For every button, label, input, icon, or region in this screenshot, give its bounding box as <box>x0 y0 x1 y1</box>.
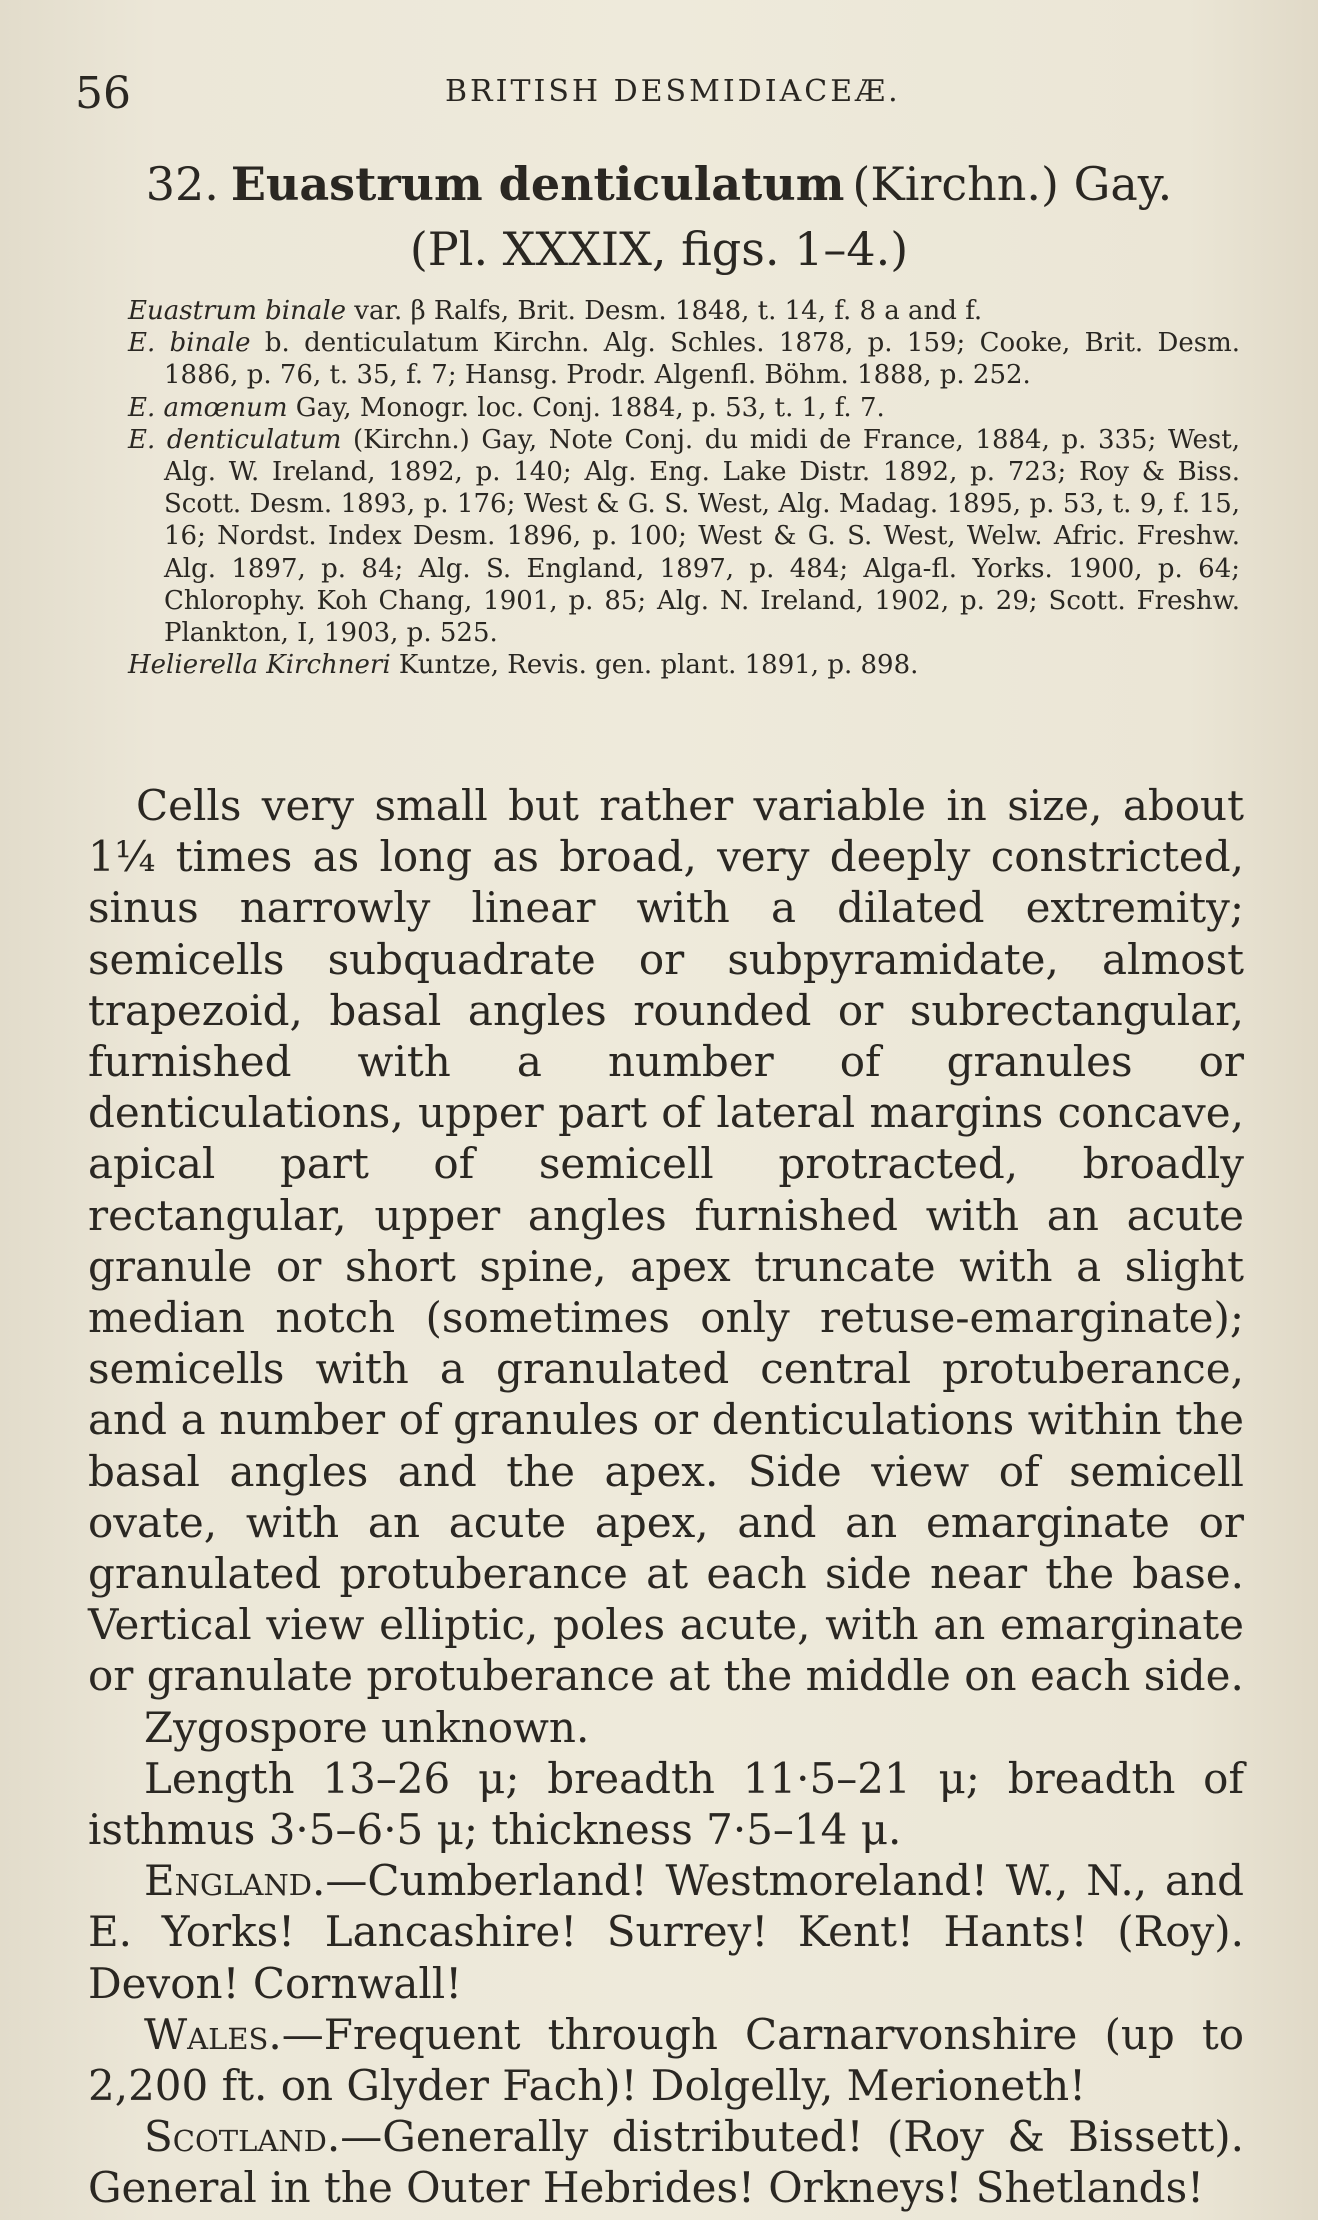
distribution-england <box>88 1855 1244 2009</box>
region-localities: —Generally distributed! (Roy & Bissett). General in the Outer Hebrides! Orkneys! Shetlands! <box>88 2112 1244 2213</box>
synonym-name: Helierella Kirchneri <box>128 650 391 681</box>
description-paragraph: Cells very small but rather variable in size, about 1¼ times as long as broad, very deeply constricted, sinus narrowly linear with a dilated extremity; semicells subquadrate or subpyramidate, almost trapezoid, basal angles rounded or subrectangular, furnished with a number of granules or denticulations, upper part of lateral margins concave, apical part of semicell protracted, broadly rectangular, upper angles furnished with an acute granule or short spine, apex truncate with a slight median notch (sometimes only retuse-emarginate); semicells with a granulated central protuberance, and a number of granules or denticulations within the basal angles and the apex. Side view of semicell ovate, with an acute apex, and an emarginate or granulated protuberance at each side near the base. Vertical view elliptic, poles acute, with an emarginate or granulate protuberance at the middle on each side. <box>88 781 1244 1701</box>
species-body <box>88 780 1244 2214</box>
region-name: Wales. <box>144 2009 282 2059</box>
running-head: BRITISH DESMIDIACEÆ. <box>445 74 901 109</box>
species-title <box>0 152 1318 216</box>
region-localities: —Cumberland! Westmoreland! W., N., and E. Yorks! Lancashire! Surrey! Kent! Hants! (Roy). Devon! Cornwall! <box>88 1856 1244 2008</box>
zygospore-note: Zygospore unknown. <box>144 1702 590 1752</box>
page-number: 56 <box>75 68 131 119</box>
page-header <box>75 68 1238 128</box>
distribution-wales <box>88 2009 1244 2111</box>
synonym-citation: b. denticulatum Kirchn. Alg. Schles. 1878, p. 159; Cooke, Brit. Desm. 1886, p. 76, t. 35, f. 7; Hansg. Prodr. Algenfl. Böhm. 1888, p. 252. <box>164 328 1240 391</box>
synonym-entry <box>128 295 1240 327</box>
synonym-entry <box>128 327 1240 391</box>
region-name: England. <box>144 1856 326 1906</box>
synonym-entry <box>128 392 1240 424</box>
synonym-citation: Gay, Monogr. loc. Conj. 1884, p. 53, t. 1, f. 7. <box>287 392 885 423</box>
synonym-name: E. amœnum <box>128 392 288 423</box>
synonym-citation: (Kirchn.) Gay, Note Conj. du midi de France, 1884, p. 335; West, Alg. W. Ireland, 1892, p. 140; Alg. Eng. Lake Distr. 1892, p. 723; Roy & Biss. Scott. Desm. 1893, p. 176; West & G. S. West, Alg. Madag. 1895, p. 53, t. 9, f. 15, 16; Nordst. Index Desm. 1896, p. 100; West & G. S. West, Welw. Afric. Freshw. Alg. 1897, p. 84; Alg. S. England, 1897, p. 484; Alga-fl. Yorks. 1900, p. 64; Chlorophy. Koh Chang, 1901, p. 85; Alg. N. Ireland, 1902, p. 29; Scott. Freshw. Plankton, I, 1903, p. 525. <box>164 424 1240 649</box>
dimensions-paragraph: Length 13–26 μ; breadth 11·5–21 μ; breadth of isthmus 3·5–6·5 μ; thickness 7·5–14 μ. <box>88 1753 1244 1855</box>
distribution-scotland <box>88 2111 1244 2213</box>
plate-reference: (Pl. XXXIX, figs. 1–4.) <box>409 222 909 276</box>
synonym-name: E. binale <box>128 328 251 359</box>
species-number: 32. <box>145 157 219 211</box>
synonym-entry <box>128 424 1240 649</box>
synonym-citation: var. β Ralfs, Brit. Desm. 1848, t. 14, f. 8 a and f. <box>346 296 983 326</box>
synonym-citation: Kuntze, Revis. gen. plant. 1891, p. 898. <box>390 650 919 681</box>
region-localities: —Frequent through Carnarvonshire (up to 2,200 ft. on Glyder Fach)! Dolgelly, Merioneth! <box>88 2009 1244 2111</box>
synonym-entry <box>128 649 1240 681</box>
synonym-name: Euastrum binale <box>128 296 347 326</box>
species-authority: (Kirchn.) Gay. <box>852 157 1173 211</box>
synonym-name: E. denticulatum <box>128 424 342 455</box>
species-name: Euastrum denticulatum <box>230 157 845 211</box>
synonymy-list <box>128 295 1240 681</box>
region-name: Scotland. <box>144 2112 341 2162</box>
